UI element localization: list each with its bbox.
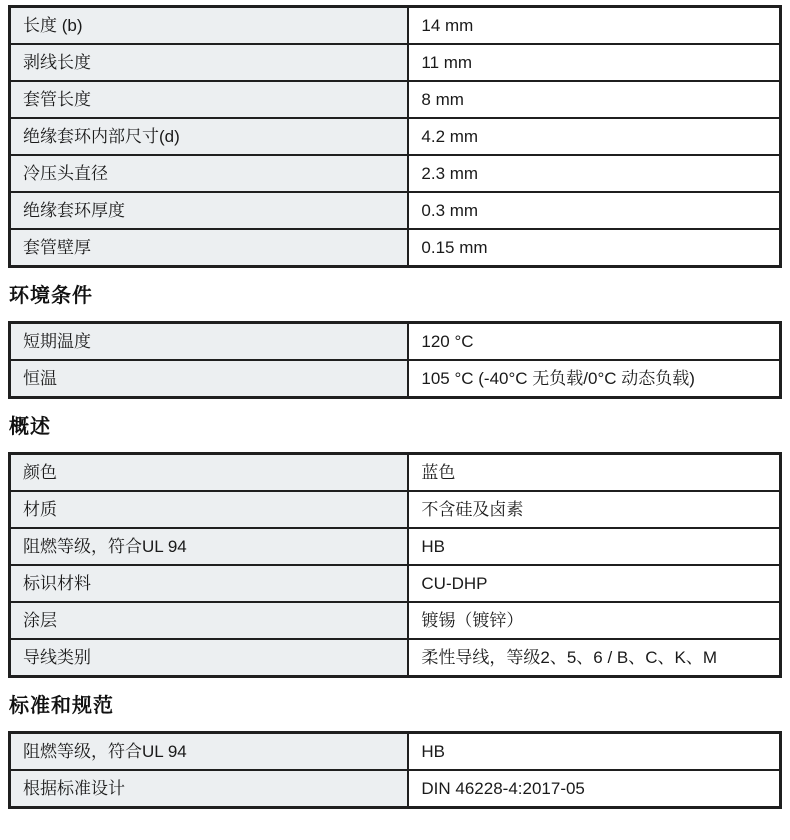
- spec-label: 标识材料: [10, 565, 409, 602]
- table-row: [10, 118, 781, 155]
- spec-label: 长度 (b): [10, 7, 409, 45]
- spec-label: 根据标准设计: [10, 770, 409, 808]
- table-row: [10, 360, 781, 398]
- spec-value: 蓝色: [408, 454, 780, 492]
- spec-label: 套管长度: [10, 81, 409, 118]
- spec-label: 颜色: [10, 454, 409, 492]
- spec-table: [8, 452, 782, 678]
- spec-table: [8, 321, 782, 399]
- table-row: [10, 44, 781, 81]
- spec-label: 冷压头直径: [10, 155, 409, 192]
- table-row: [10, 528, 781, 565]
- spec-value: DIN 46228-4:2017-05: [408, 770, 780, 808]
- table-row: [10, 192, 781, 229]
- spec-label: 套管壁厚: [10, 229, 409, 267]
- spec-value: 不含硅及卤素: [408, 491, 780, 528]
- spec-value: HB: [408, 733, 780, 771]
- spec-label: 材质: [10, 491, 409, 528]
- spec-value: 8 mm: [408, 81, 780, 118]
- spec-value: 镀锡（镀锌）: [408, 602, 780, 639]
- spec-label: 阻燃等级，符合UL 94: [10, 528, 409, 565]
- spec-label: 涂层: [10, 602, 409, 639]
- spec-label: 阻燃等级，符合UL 94: [10, 733, 409, 771]
- spec-table: [8, 5, 782, 268]
- spec-value: 0.15 mm: [408, 229, 780, 267]
- table-row: [10, 323, 781, 361]
- table-row: [10, 565, 781, 602]
- section-heading: 标准和规范: [9, 695, 114, 717]
- table-row: [10, 7, 781, 45]
- table-row: [10, 770, 781, 808]
- section-heading: 环境条件: [9, 285, 93, 307]
- spec-value: 柔性导线，等级2、5、6 / B、C、K、M: [408, 639, 780, 677]
- table-row: [10, 229, 781, 267]
- spec-label: 导线类别: [10, 639, 409, 677]
- spec-value: 120 °C: [408, 323, 780, 361]
- spec-label: 剥线长度: [10, 44, 409, 81]
- spec-value: 105 °C (-40°C 无负载/0°C 动态负载): [408, 360, 780, 398]
- spec-sections: [8, 5, 782, 809]
- spec-value: CU-DHP: [408, 565, 780, 602]
- spec-value: 14 mm: [408, 7, 780, 45]
- table-row: [10, 602, 781, 639]
- spec-label: 绝缘套环内部尺寸(d): [10, 118, 409, 155]
- section-heading: 概述: [9, 416, 51, 438]
- table-row: [10, 81, 781, 118]
- spec-value: 11 mm: [408, 44, 780, 81]
- spec-label: 短期温度: [10, 323, 409, 361]
- table-row: [10, 155, 781, 192]
- table-row: [10, 733, 781, 771]
- table-row: [10, 639, 781, 677]
- spec-label: 绝缘套环厚度: [10, 192, 409, 229]
- spec-value: 2.3 mm: [408, 155, 780, 192]
- spec-value: 0.3 mm: [408, 192, 780, 229]
- spec-label: 恒温: [10, 360, 409, 398]
- spec-value: HB: [408, 528, 780, 565]
- table-row: [10, 454, 781, 492]
- spec-value: 4.2 mm: [408, 118, 780, 155]
- spec-table: [8, 731, 782, 809]
- table-row: [10, 491, 781, 528]
